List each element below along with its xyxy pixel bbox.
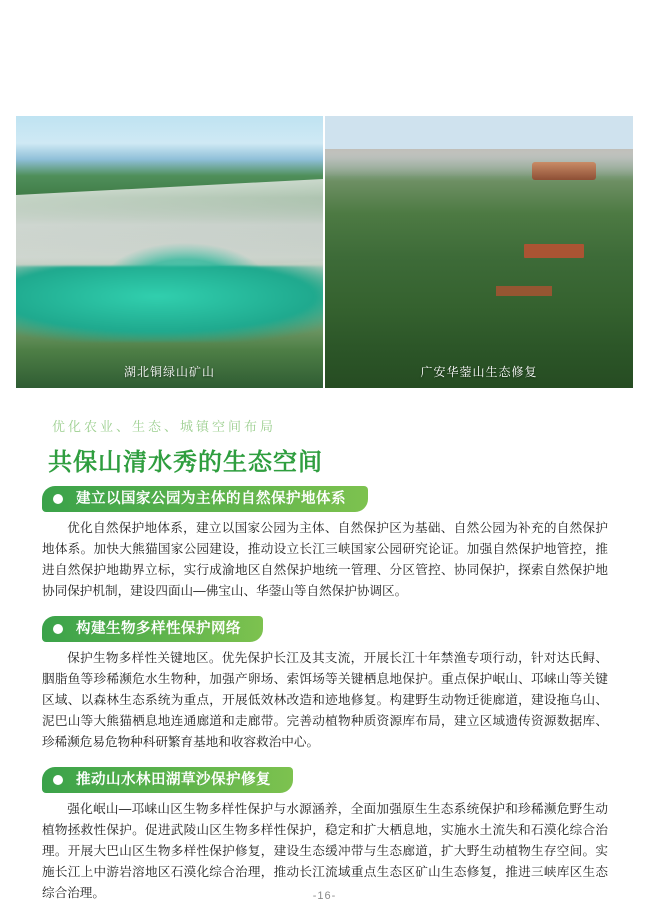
photo-band: [16, 116, 633, 388]
section-kicker: 优化农业、生态、城镇空间布局: [52, 419, 277, 434]
photo-right: [325, 116, 633, 388]
bullet-icon: [53, 775, 63, 785]
content-block: [42, 767, 608, 904]
photo-left-caption: 湖北铜绿山矿山: [123, 365, 215, 379]
block-body: 优化自然保护地体系，建立以国家公园为主体、自然保护区为基础、自然公园为补充的自然保护地体系。加快大熊猫国家公园建设，推动设立长江三峡国家公园研究论证。加强自然保护地管控，推进自然保护地勘界立标，实行成渝地区自然保护地统一管理、分区管控、协同保护，探索自然保护地协同保护机制，建设四面山—佛宝山、华蓥山等自然保护协调区。: [42, 521, 608, 598]
block-heading: [42, 767, 293, 793]
content-area: [42, 486, 608, 918]
block-heading-label: 推动山水林田湖草沙保护修复: [76, 772, 271, 788]
block-body: 保护生物多样性关键地区。优先保护长江及其支流，开展长江十年禁渔专项行动，针对达氏鲟、胭脂鱼等珍稀濒危水生物种，加强产卵场、索饵场等关键栖息地保护。重点保护岷山、邛崃山等关键区域、以森林生态系统为重点，开展低效林改造和迹地修复。构建野生动物迁徙廊道，建设拖乌山、泥巴山等大熊猫栖息地连通廊道和走廊带。完善动植物种质资源库布局，建立区域遗传资源数据库、珍稀濒危易危物种科研繁育基地和收容救治中心。: [42, 651, 608, 749]
block-heading-label: 建立以国家公园为主体的自然保护地体系: [76, 491, 346, 507]
block-body: 强化岷山—邛崃山区生物多样性保护与水源涵养，全面加强原生生态系统保护和珍稀濒危野生动植物拯救性保护。促进武陵山区生物多样性保护，稳定和扩大栖息地，实施水土流失和石漠化综合治理。开展大巴山区生物多样性保护修复，建设生态缓冲带与生态廊道，扩大野生动植物生存空间。实施长江上中游岩溶地区石漠化综合治理，推动长江流域重点生态区矿山生态修复，推进三峡库区生态综合治理。: [42, 802, 608, 900]
bullet-icon: [53, 624, 63, 634]
page-number: -16-: [312, 890, 337, 902]
page-title: 共保山清水秀的生态空间: [48, 450, 323, 476]
block-heading-label: 构建生物多样性保护网络: [76, 621, 241, 637]
content-block: [42, 486, 608, 602]
photo-right-caption: 广安华蓥山生态修复: [420, 365, 538, 379]
content-block: [42, 616, 608, 753]
block-heading: [42, 486, 368, 512]
block-heading: [42, 616, 263, 642]
bullet-icon: [53, 494, 63, 504]
photo-left: [16, 116, 323, 388]
